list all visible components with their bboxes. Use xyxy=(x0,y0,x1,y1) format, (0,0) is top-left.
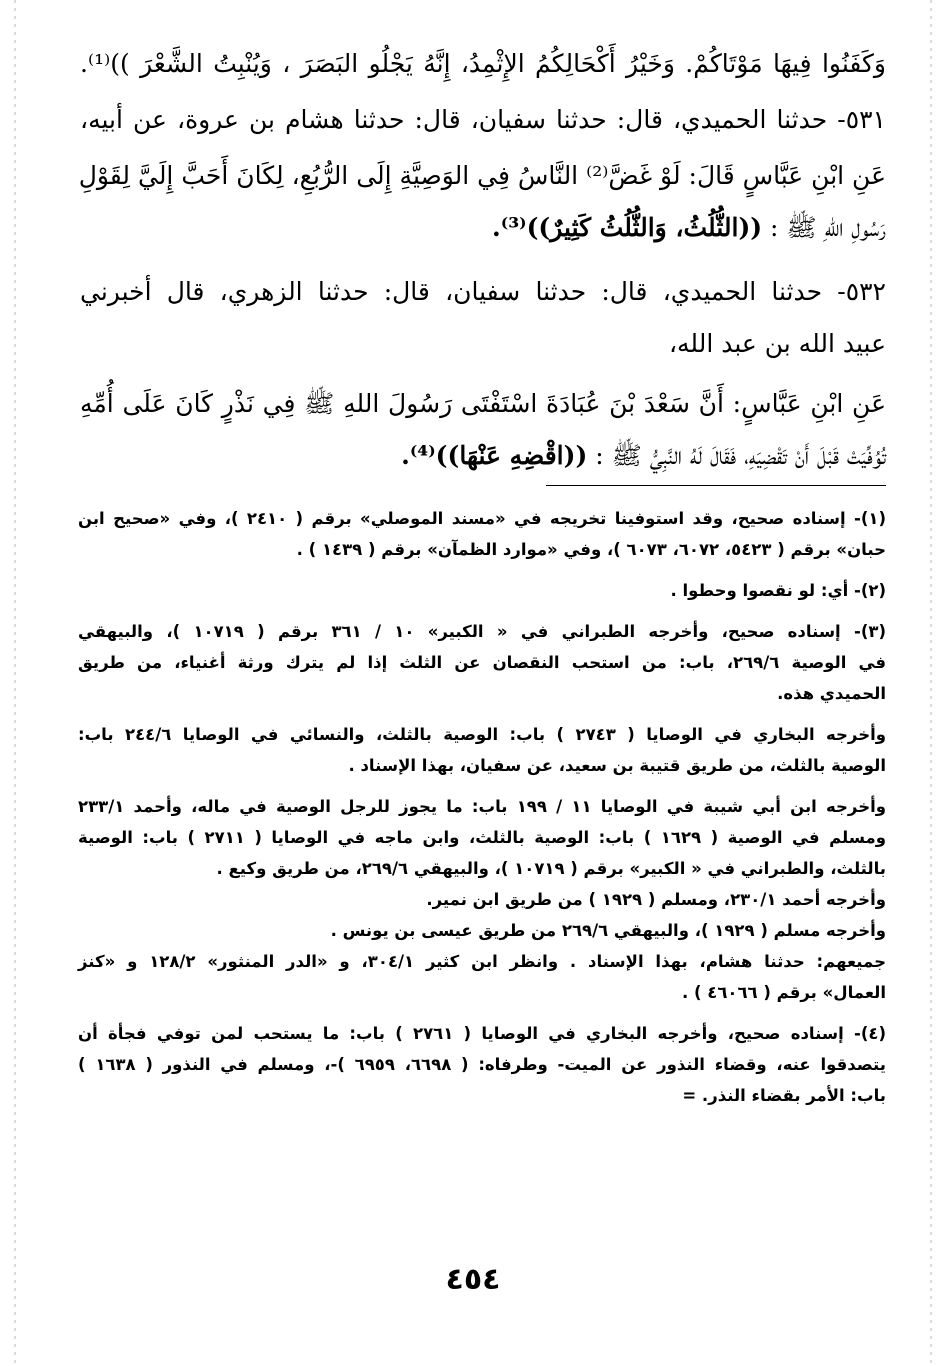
footnote-line: (١)- إسناده صحيح، وقد استوفينا تخريجه في «مسند الموصلي» برقم ( ٢٤١٠ )، وفي «صحيح ابن xyxy=(78,509,886,528)
footnote-separator xyxy=(546,485,886,486)
page-number: ٤٥٤ xyxy=(445,1262,501,1297)
footnote-line: في الوصية ٢٦٩/٦، باب: من استحب النقصان عن الثلث إذا لم يترك ورثة أغنياء، من طريق xyxy=(78,653,887,672)
hadith-531-matn-2-text: رَسُولِ اللهِ ﷺ : xyxy=(762,213,886,242)
hadith-531-isnad: ٥٣١- حدثنا الحميدي، قال: حدثنا سفيان، قال: حدثنا هشام بن عروة، عن أبيه، xyxy=(80,105,886,134)
footnote-line: يتصدقوا عنه، وقضاء النذور عن الميت- وطرفاه: ( ٦٦٩٨، ٦٩٥٩ )-، ومسلم في النذور ( ١٦٣٨ ) xyxy=(78,1055,886,1074)
footnote-line: باب: الأمر بقضاء النذر. = xyxy=(682,1086,886,1105)
hadith-531-quote: ((الثُّلُثُ، وَالثُّلُثُ كَثِيرٌ))⁽³⁾. xyxy=(492,213,763,242)
footnote-line: (٢)- أي: لو نقصوا وحطوا . xyxy=(670,581,886,600)
footnote-line: (٣)- إسناده صحيح، وأخرجه الطبراني في « الكبير» ١٠ / ٣٦١ برقم ( ١٠٧١٩ )، والبيهقي xyxy=(78,622,887,641)
hadith-532-matn-2-text: تُوُفِّيَتْ قَبْلَ أَنْ تَقْضِيَهِ، فَقَالَ لَهُ النَّبِيُّ ﷺ : xyxy=(587,441,886,470)
footnote-line: وأخرجه أحمد ٢٣٠/١، ومسلم ( ١٩٢٩ ) من طريق ابن نمير. xyxy=(426,890,886,909)
hadith-531-matn-1: عَنِ ابْنِ عَبَّاسٍ قَالَ: لَوْ غَضَّ⁽²⁾ النَّاسُ فِي الوَصِيَّةِ إِلَى الرُّبُعِ، لِكَانَ أَحَبَّ إِلَيَّ لِقَوْلِ xyxy=(78,161,886,190)
hadith-532-matn-1: عَنِ ابْنِ عَبَّاسٍ: أَنَّ سَعْدَ بْنَ عُبَادَةَ اسْتَفْتَى رَسُولَ اللهِ ﷺ فِي نَذْرٍ كَانَ عَلَى أُمِّهِ xyxy=(80,389,886,418)
footnote-line: حبان» برقم ( ٥٤٢٣، ٦٠٧٢، ٦٠٧٣ )، وفي «موارد الظمآن» برقم ( ١٤٣٩ ) . xyxy=(296,540,886,559)
hadith-532-quote: ((اقْضِهِ عَنْهَا))⁽⁴⁾. xyxy=(401,441,588,470)
text-line-1: وَكَفَنُوا فِيهَا مَوْتَاكُمْ. وَخَيْرُ أَكْحَالِكُمُ الإِثْمِدُ، إِنَّهُ يَجْلُو البَصَرَ ، وَيُنْبِتُ الشَّعْرَ ))⁽¹⁾. xyxy=(80,49,886,78)
footnote-line: الوصية بالثلث، من طريق قتيبة بن سعيد، عن سفيان، بهذا الإسناد . xyxy=(348,756,886,775)
footnote-line: بالثلث، والطبراني في « الكبير» برقم ( ١٠٧١٩ )، والبيهقي ٢٦٩/٦، من طريق وكيع . xyxy=(216,859,886,878)
footnote-line: (٤)- إسناده صحيح، وأخرجه البخاري في الوصايا ( ٢٧٦١ ) باب: ما يستحب لمن توفي فجأة أن xyxy=(78,1024,886,1043)
hadith-532-matn-2 xyxy=(80,430,886,482)
hadith-531-matn-2 xyxy=(80,202,886,254)
footnote-line: ومسلم في الوصية ( ١٦٢٩ ) باب: الوصية بالثلث، وابن ماجه في الوصايا ( ٢٧١١ ) باب: الوصية xyxy=(78,828,887,847)
footnotes xyxy=(78,503,886,1111)
hadith-text xyxy=(80,38,886,482)
footnote-line: وأخرجه البخاري في الوصايا ( ٢٧٤٣ ) باب: الوصية بالثلث، والنسائي في الوصايا ٢٤٤/٦ باب: xyxy=(78,725,886,744)
footnote-line: العمال» برقم ( ٤٦٠٦٦ ) . xyxy=(681,983,886,1002)
hadith-532-isnad-1: ٥٣٢- حدثنا الحميدي، قال: حدثنا سفيان، قال: حدثنا الزهري، قال أخبرني xyxy=(80,277,886,306)
footnote-line: وأخرجه مسلم ( ١٩٢٩ )، والبيهقي ٢٦٩/٦ من طريق عيسى بن يونس . xyxy=(330,921,886,940)
footnote-line: الحميدي هذه. xyxy=(777,684,886,703)
footnote-line: جميعهم: حدثنا هشام، بهذا الإسناد . وانظر ابن كثير ٣٠٤/١، و «الدر المنثور» ١٢٨/٢ و «كنز xyxy=(78,952,886,971)
footnote-line: وأخرجه ابن أبي شيبة في الوصايا ١١ / ١٩٩ باب: ما يجوز للرجل الوصية في ماله، وأحمد ٢٣٣/١ xyxy=(78,797,886,816)
hadith-532-isnad-2: عبيد الله بن عبد الله، xyxy=(668,329,886,358)
